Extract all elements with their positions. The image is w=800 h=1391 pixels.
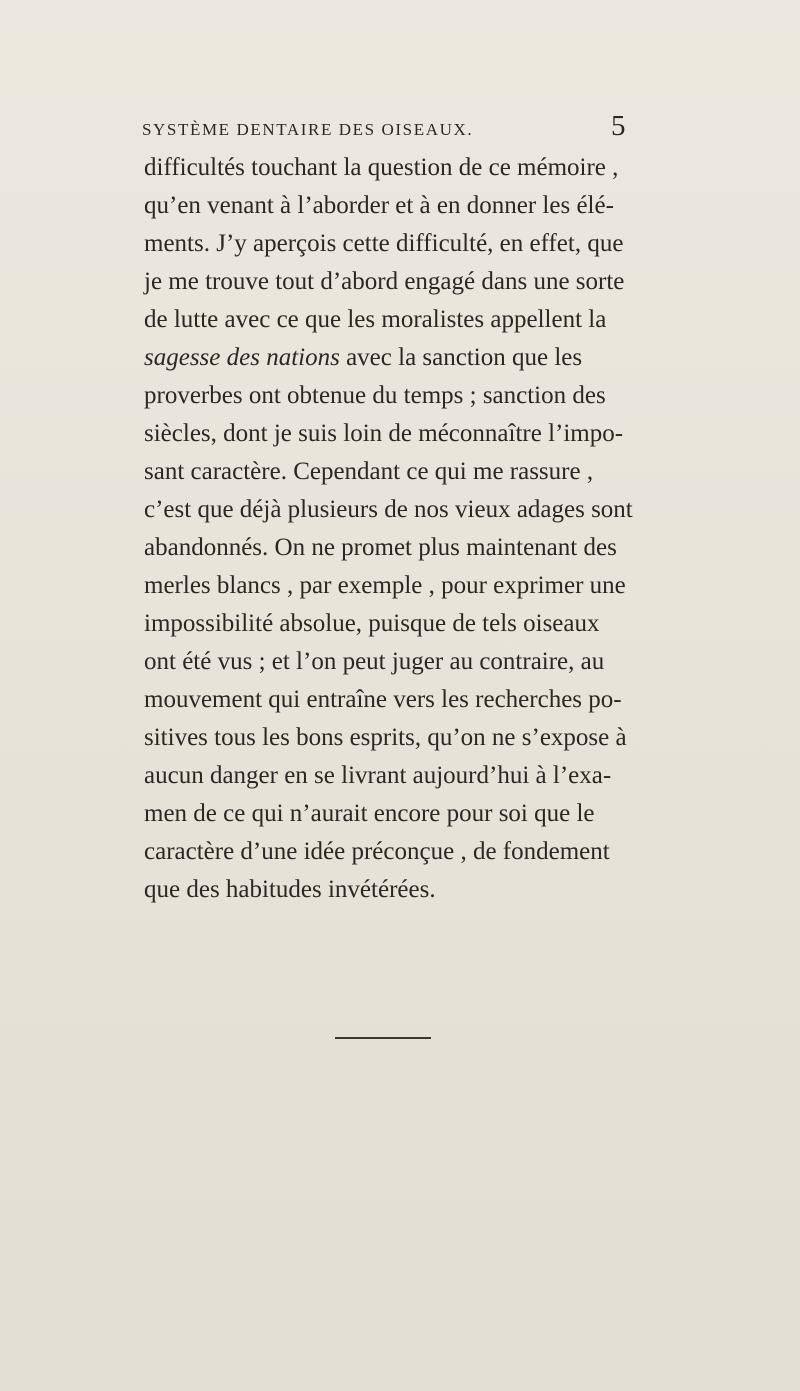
text-line: de lutte avec ce que les moralistes appellent la <box>144 306 607 333</box>
text-line: caractère d’une idée préconçue , de fondement <box>144 838 610 865</box>
text-line: je me trouve tout d’abord engagé dans une sorte <box>144 268 625 295</box>
text-line: ont été vus ; et l’on peut juger au contraire, au <box>144 648 605 675</box>
text-line: men de ce qui n’aurait encore pour soi que le <box>144 800 595 827</box>
text-line: difficultés touchant la question de ce mémoire , <box>144 154 619 181</box>
text-line: ments. J’y aperçois cette difficulté, en effet, que <box>144 230 624 257</box>
text-line: mouvement qui entraîne vers les recherches po- <box>144 686 622 713</box>
text-line-rest: avec la sanction que les <box>339 344 583 371</box>
text-line: siècles, dont je suis loin de méconnaître l’impo- <box>144 420 624 447</box>
page-number: 5 <box>611 110 626 142</box>
text-line: sitives tous les bons esprits, qu’on ne s’expose à <box>144 724 627 751</box>
text-line: sant caractère. Cependant ce qui me rassure , <box>144 458 594 485</box>
text-line: qu’en venant à l’aborder et à en donner les élé- <box>144 192 614 219</box>
text-line: abandonnés. On ne promet plus maintenant des <box>144 534 617 561</box>
text-line: que des habitudes invétérées. <box>144 876 436 903</box>
italic-phrase: sagesse des nations <box>144 344 340 371</box>
text-line: proverbes ont obtenue du temps ; sanction des <box>144 382 606 409</box>
text-line: merles blancs , par exemple , pour exprimer une <box>144 572 626 599</box>
text-line: aucun danger en se livrant aujourd’hui à l’exa- <box>144 762 612 789</box>
text-line <box>144 340 582 376</box>
text-line: impossibilité absolue, puisque de tels oiseaux <box>144 610 600 637</box>
header-title: SYSTÈME DENTAIRE DES OISEAUX. <box>142 120 474 139</box>
text-line: c’est que déjà plusieurs de nos vieux adages sont <box>144 496 633 523</box>
section-divider <box>335 1037 431 1039</box>
running-head <box>0 110 800 146</box>
